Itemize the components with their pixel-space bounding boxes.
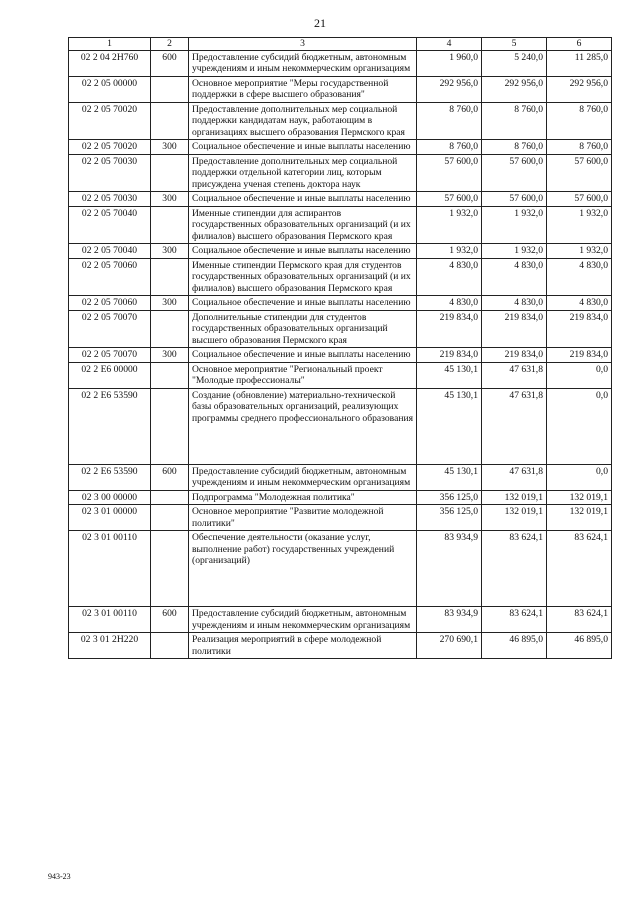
item-name-cell: Реализация мероприятий в сфере молодежной политики [189,633,417,659]
amount-year1-cell: 45 130,1 [417,388,482,464]
amount-year2-cell: 83 624,1 [482,531,547,607]
item-name-cell: Обеспечение деятельности (оказание услуг, выполнение работ) государственных учреждений (организаций) [189,531,417,607]
amount-year2-cell: 47 631,8 [482,388,547,464]
item-name-cell: Предоставление субсидий бюджетным, автономным учреждениям и иным некоммерческим организациям [189,50,417,76]
item-name-cell: Создание (обновление) материально-технической базы образовательных организаций, реализующих программы среднего профессионального образования [189,388,417,464]
budget-code-cell: 02 3 01 2Н220 [69,633,151,659]
budget-code-cell: 02 2 05 70020 [69,140,151,155]
footer-code: 943-23 [48,872,71,881]
amount-year1-cell: 4 830,0 [417,296,482,311]
amount-year2-cell: 4 830,0 [482,296,547,311]
expense-type-cell: 300 [151,192,189,207]
amount-year3-cell: 8 760,0 [547,102,612,140]
table-row [69,154,612,192]
amount-year2-cell: 132 019,1 [482,505,547,531]
amount-year1-cell: 270 690,1 [417,633,482,659]
amount-year2-cell: 1 932,0 [482,206,547,244]
amount-year2-cell: 292 956,0 [482,76,547,102]
amount-year1-cell: 219 834,0 [417,310,482,348]
amount-year3-cell: 4 830,0 [547,296,612,311]
budget-code-cell: 02 2 05 00000 [69,76,151,102]
amount-year2-cell: 57 600,0 [482,192,547,207]
table-row [69,50,612,76]
table-row [69,140,612,155]
amount-year2-cell: 8 760,0 [482,102,547,140]
table-row [69,310,612,348]
amount-year1-cell: 1 960,0 [417,50,482,76]
amount-year3-cell: 83 624,1 [547,531,612,607]
column-header: 6 [547,38,612,51]
expense-type-cell [151,154,189,192]
budget-code-cell: 02 2 05 70020 [69,102,151,140]
item-name-cell: Дополнительные стипендии для студентов государственных образовательных организаций высшего образования Пермского края [189,310,417,348]
table-row [69,633,612,659]
budget-code-cell: 02 2 Е6 00000 [69,362,151,388]
amount-year2-cell: 57 600,0 [482,154,547,192]
amount-year3-cell: 46 895,0 [547,633,612,659]
item-name-cell: Предоставление дополнительных мер социальной поддержки кандидатам наук, работающим в организациях высшего образования Пермского края [189,102,417,140]
column-header: 2 [151,38,189,51]
table-row [69,192,612,207]
amount-year3-cell: 11 285,0 [547,50,612,76]
amount-year3-cell: 0,0 [547,362,612,388]
column-header: 1 [69,38,151,51]
amount-year2-cell: 219 834,0 [482,310,547,348]
amount-year2-cell: 47 631,8 [482,464,547,490]
amount-year2-cell: 1 932,0 [482,244,547,259]
item-name-cell: Социальное обеспечение и иные выплаты населению [189,296,417,311]
expense-type-cell [151,531,189,607]
expense-type-cell [151,490,189,505]
amount-year1-cell: 57 600,0 [417,192,482,207]
amount-year2-cell: 4 830,0 [482,258,547,296]
amount-year2-cell: 219 834,0 [482,348,547,363]
amount-year3-cell: 292 956,0 [547,76,612,102]
amount-year1-cell: 83 934,9 [417,531,482,607]
amount-year1-cell: 292 956,0 [417,76,482,102]
budget-code-cell: 02 2 05 70030 [69,192,151,207]
amount-year2-cell: 47 631,8 [482,362,547,388]
table-row [69,607,612,633]
table-row [69,464,612,490]
amount-year3-cell: 0,0 [547,388,612,464]
amount-year1-cell: 1 932,0 [417,244,482,259]
table-row [69,531,612,607]
item-name-cell: Именные стипендии Пермского края для студентов государственных образовательных организаций (и их филиалов) высшего образования Пермского края [189,258,417,296]
table-row [69,258,612,296]
table-row [69,76,612,102]
expense-type-cell [151,505,189,531]
amount-year1-cell: 1 932,0 [417,206,482,244]
amount-year2-cell: 83 624,1 [482,607,547,633]
item-name-cell: Подпрограмма "Молодежная политика" [189,490,417,505]
amount-year3-cell: 1 932,0 [547,206,612,244]
amount-year2-cell: 5 240,0 [482,50,547,76]
table-row [69,505,612,531]
amount-year2-cell: 8 760,0 [482,140,547,155]
budget-code-cell: 02 3 01 00110 [69,531,151,607]
budget-code-cell: 02 2 04 2Н760 [69,50,151,76]
budget-code-cell: 02 3 01 00000 [69,505,151,531]
table-row [69,206,612,244]
amount-year3-cell: 132 019,1 [547,490,612,505]
budget-code-cell: 02 2 05 70030 [69,154,151,192]
expense-type-cell [151,310,189,348]
expense-type-cell: 600 [151,607,189,633]
amount-year1-cell: 219 834,0 [417,348,482,363]
amount-year3-cell: 57 600,0 [547,192,612,207]
page-number: 21 [314,16,326,30]
amount-year3-cell: 132 019,1 [547,505,612,531]
amount-year3-cell: 1 932,0 [547,244,612,259]
table-row [69,244,612,259]
expense-type-cell [151,258,189,296]
table-row [69,296,612,311]
expense-type-cell [151,362,189,388]
amount-year3-cell: 8 760,0 [547,140,612,155]
expense-type-cell [151,76,189,102]
amount-year3-cell: 219 834,0 [547,348,612,363]
table-row [69,102,612,140]
amount-year1-cell: 4 830,0 [417,258,482,296]
item-name-cell: Предоставление субсидий бюджетным, автономным учреждениям и иным некоммерческим организациям [189,607,417,633]
table-body [69,50,612,659]
column-header: 4 [417,38,482,51]
amount-year1-cell: 8 760,0 [417,140,482,155]
budget-code-cell: 02 2 05 70070 [69,348,151,363]
amount-year2-cell: 132 019,1 [482,490,547,505]
amount-year1-cell: 356 125,0 [417,490,482,505]
table-row [69,362,612,388]
table-row [69,348,612,363]
expense-type-cell: 300 [151,244,189,259]
amount-year1-cell: 356 125,0 [417,505,482,531]
expense-type-cell: 300 [151,348,189,363]
budget-code-cell: 02 2 Е6 53590 [69,388,151,464]
amount-year1-cell: 45 130,1 [417,362,482,388]
budget-code-cell: 02 3 01 00110 [69,607,151,633]
item-name-cell: Предоставление дополнительных мер социальной поддержки отдельной категории лиц, которым присуждена ученая степень доктора наук [189,154,417,192]
amount-year3-cell: 57 600,0 [547,154,612,192]
amount-year2-cell: 46 895,0 [482,633,547,659]
budget-table [68,37,612,659]
amount-year3-cell: 219 834,0 [547,310,612,348]
expense-type-cell: 600 [151,50,189,76]
item-name-cell: Именные стипендии для аспирантов государственных образовательных организаций (и их филиалов) высшего образования Пермского края [189,206,417,244]
amount-year1-cell: 45 130,1 [417,464,482,490]
table-row [69,388,612,464]
amount-year1-cell: 8 760,0 [417,102,482,140]
header-row [69,38,612,51]
expense-type-cell [151,102,189,140]
item-name-cell: Основное мероприятие "Региональный проект "Молодые профессионалы" [189,362,417,388]
item-name-cell: Основное мероприятие "Развитие молодежной политики" [189,505,417,531]
amount-year1-cell: 83 934,9 [417,607,482,633]
expense-type-cell: 300 [151,140,189,155]
amount-year1-cell: 57 600,0 [417,154,482,192]
column-header: 3 [189,38,417,51]
budget-code-cell: 02 2 05 70040 [69,206,151,244]
amount-year3-cell: 83 624,1 [547,607,612,633]
expense-type-cell: 600 [151,464,189,490]
item-name-cell: Социальное обеспечение и иные выплаты населению [189,348,417,363]
budget-code-cell: 02 2 05 70060 [69,258,151,296]
expense-type-cell [151,206,189,244]
item-name-cell: Социальное обеспечение и иные выплаты населению [189,192,417,207]
item-name-cell: Предоставление субсидий бюджетным, автономным учреждениям и иным некоммерческим организациям [189,464,417,490]
item-name-cell: Социальное обеспечение и иные выплаты населению [189,244,417,259]
budget-code-cell: 02 2 05 70060 [69,296,151,311]
budget-code-cell: 02 2 05 70040 [69,244,151,259]
column-header: 5 [482,38,547,51]
table-row [69,490,612,505]
item-name-cell: Социальное обеспечение и иные выплаты населению [189,140,417,155]
amount-year3-cell: 4 830,0 [547,258,612,296]
budget-code-cell: 02 2 Е6 53590 [69,464,151,490]
expense-type-cell [151,388,189,464]
budget-code-cell: 02 3 00 00000 [69,490,151,505]
expense-type-cell: 300 [151,296,189,311]
item-name-cell: Основное мероприятие "Меры государственной поддержки в сфере высшего образования" [189,76,417,102]
amount-year3-cell: 0,0 [547,464,612,490]
expense-type-cell [151,633,189,659]
budget-code-cell: 02 2 05 70070 [69,310,151,348]
